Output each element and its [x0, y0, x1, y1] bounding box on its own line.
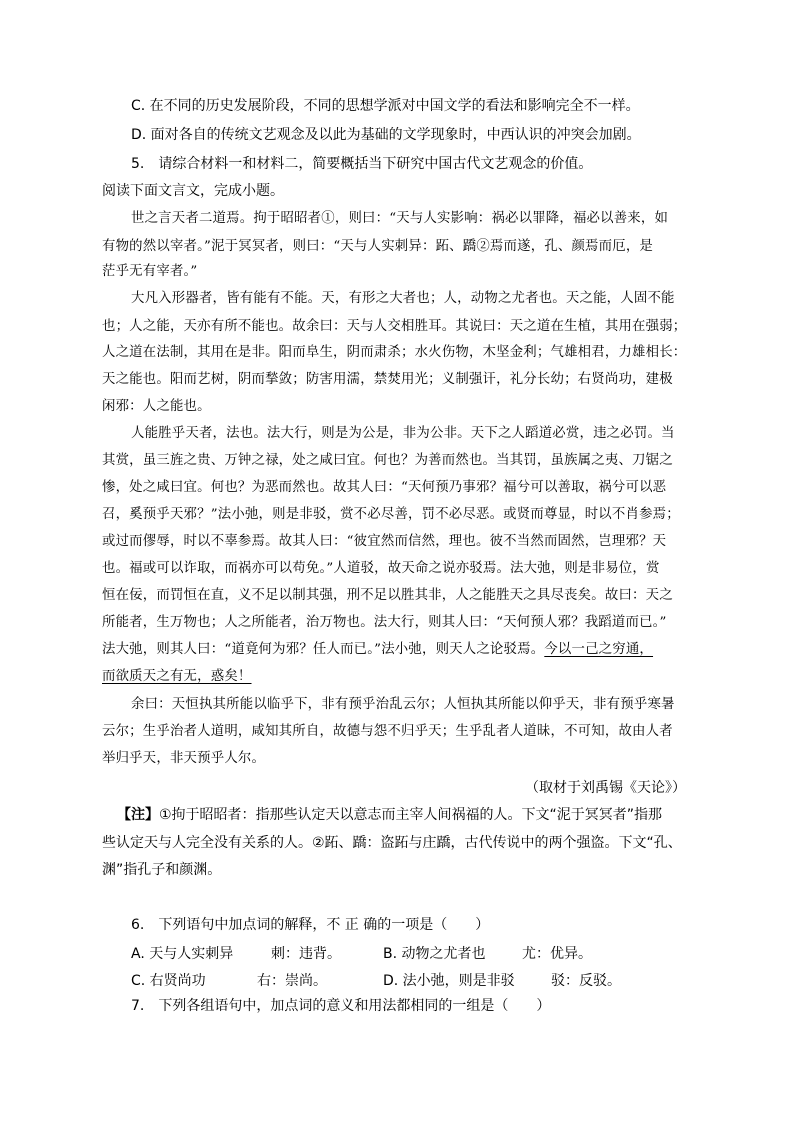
note-line1 [117, 806, 662, 824]
q6-option-d-phrase: D. 法小弛，则是非驳 [383, 973, 515, 989]
q6-option-c-gloss: 右：崇尚。 [257, 973, 327, 989]
passage-p2-line1: 大凡入形器者，皆有能有不能。天，有形之大者也；人，动物之尤者也。天之能，人固不能 [131, 291, 675, 306]
passage-p3-line1: 人能胜乎天者，法也。法大行，则是为公是，非为公非。天下之人蹈道必赏，违之必罚。当 [131, 426, 675, 441]
question-6-stem: 6. 下列语句中加点词的解释，不 正 确的一项是（ ） [131, 917, 490, 933]
q6-option-b-phrase: B. 动物之尤者也 [383, 946, 486, 962]
passage-p1-line2: 有物的然以宰者。”泥于冥冥者，则曰：“天与人实刺异：跖、蹻②焉而遂，孔、颜焉而厄，是 [102, 239, 654, 254]
note-label: 【注】 [117, 807, 159, 823]
passage-p3-line8: 所能者，生万物也；人之所能者，治万物也。法大行，则其人曰：“天何预人邪？我蹈道而已。” [102, 615, 667, 630]
option-c-q4: C. 在不同的历史发展阶段，不同的思想学派对中国文学的看法和影响完全不一样。 [131, 98, 640, 114]
passage-source: （取材于刘禹锡《天论》） [525, 780, 686, 796]
passage-p2-line5: 闲邪：人之能也。 [102, 399, 211, 414]
note-line2: 些认定天与人完全没有关系的人。②跖、蹻：盗跖与庄蹻，古代传说中的两个强盗。下文“孔、 [102, 835, 682, 851]
passage-p4-line3: 举归乎天，非天预乎人尔。 [102, 751, 266, 766]
passage-p3-line7: 恒在佞，而罚恒在直，义不足以制其强，刑不足以胜其非，人之能胜天之具尽丧矣。故曰：天之 [102, 588, 673, 603]
passage-p1-line3: 茫乎无有宰者。” [102, 264, 198, 279]
passage-p2-line3: 人之道在法制，其用在是非。阳而阜生，阴而肃杀；水火伤物，木坚金利；气雄相君，力雄相长： [102, 345, 687, 360]
passage-p3-line9 [102, 641, 653, 659]
question-5: 5. 请综合材料一和材料二，简要概括当下研究中国古代文艺观念的价值。 [131, 156, 593, 172]
question-7-stem: 7. 下列各组语句中，加点词的意义和用法都相同的一组是（ ） [131, 998, 551, 1014]
note-line3: 渊”指孔子和颜渊。 [102, 862, 222, 878]
underlined-sentence-part2: 而欲质天之有无，惑矣！ [102, 669, 252, 684]
q6-option-b-gloss: 尤：优异。 [522, 946, 592, 962]
passage-p1-line1: 世之言天者二道焉。拘于昭昭者①，则曰：“天与人实影响：祸必以罪降，福必以善来，如 [131, 211, 669, 226]
q6-option-a-gloss: 刺：违背。 [271, 946, 341, 962]
passage-p2-line2: 也；人之能，天亦有所不能也。故余曰：天与人交相胜耳。其说曰：天之道在生植，其用在强弱； [102, 319, 687, 334]
q6-option-a-phrase: A. 天与人实刺异 [131, 946, 234, 962]
reading-instruction: 阅读下面文言文，完成小题。 [102, 183, 284, 199]
passage-p3-line6: 也。福或可以诈取，而祸亦可以苟免。”人道驳，故天命之说亦驳焉。法大弛，则是非易位，赏 [102, 561, 660, 576]
note-line1-text: ①拘于昭昭者：指那些认定天以意志而主宰人间祸福的人。下文“泥于冥冥者”指那 [159, 807, 663, 823]
option-d-q4: D. 面对各自的传统文艺观念及以此为基础的文学现象时，中西认识的冲突会加剧。 [131, 127, 641, 143]
passage-p3-line5: 或过而僇辱，时以不辜参焉。故其人曰：“彼宜然而信然，理也。彼不当然而固然，岂理邪？天 [102, 534, 667, 549]
passage-p3-line9-text: 法大弛，则其人曰：“道竟何为邪？任人而已。”法小弛，则天人之论驳焉。 [102, 642, 545, 657]
passage-p3-line3: 惨，处之咸曰宜。何也？为恶而然也。故其人曰：“天何预乃事邪？福兮可以善取，祸兮可以恶 [102, 480, 667, 495]
passage-p3-line10 [102, 668, 252, 686]
passage-p4-line2: 云尔；生乎治者人道明，咸知其所自，故德与怨不归乎天；生乎乱者人道昧，不可知，故由人者 [102, 724, 673, 739]
underlined-sentence-part1: 今以一己之穷通， [544, 642, 654, 657]
passage-p3-line2: 其赏，虽三旌之贵、万钟之禄，处之咸曰宜。何也？为善而然也。当其罚，虽族属之夷、刀锯之 [102, 453, 673, 468]
passage-p2-line4: 天之能也。阳而艺树，阴而揫敛；防害用濡，禁焚用光；义制强讦，礼分长幼；右贤尚功，建极 [102, 372, 673, 387]
passage-p4-line1: 余曰：天恒执其所能以临乎下，非有预乎治乱云尔；人恒执其所能以仰乎天，非有预乎寒暑 [131, 697, 675, 712]
q6-option-c-phrase: C. 右贤尚功 [131, 973, 206, 989]
passage-p3-line4: 召，奚预乎天邪？”法小弛，则是非驳，赏不必尽善，罚不必尽恶。或贤而尊显，时以不肖参焉； [102, 507, 680, 522]
q6-option-d-gloss: 驳：反驳。 [551, 973, 621, 989]
